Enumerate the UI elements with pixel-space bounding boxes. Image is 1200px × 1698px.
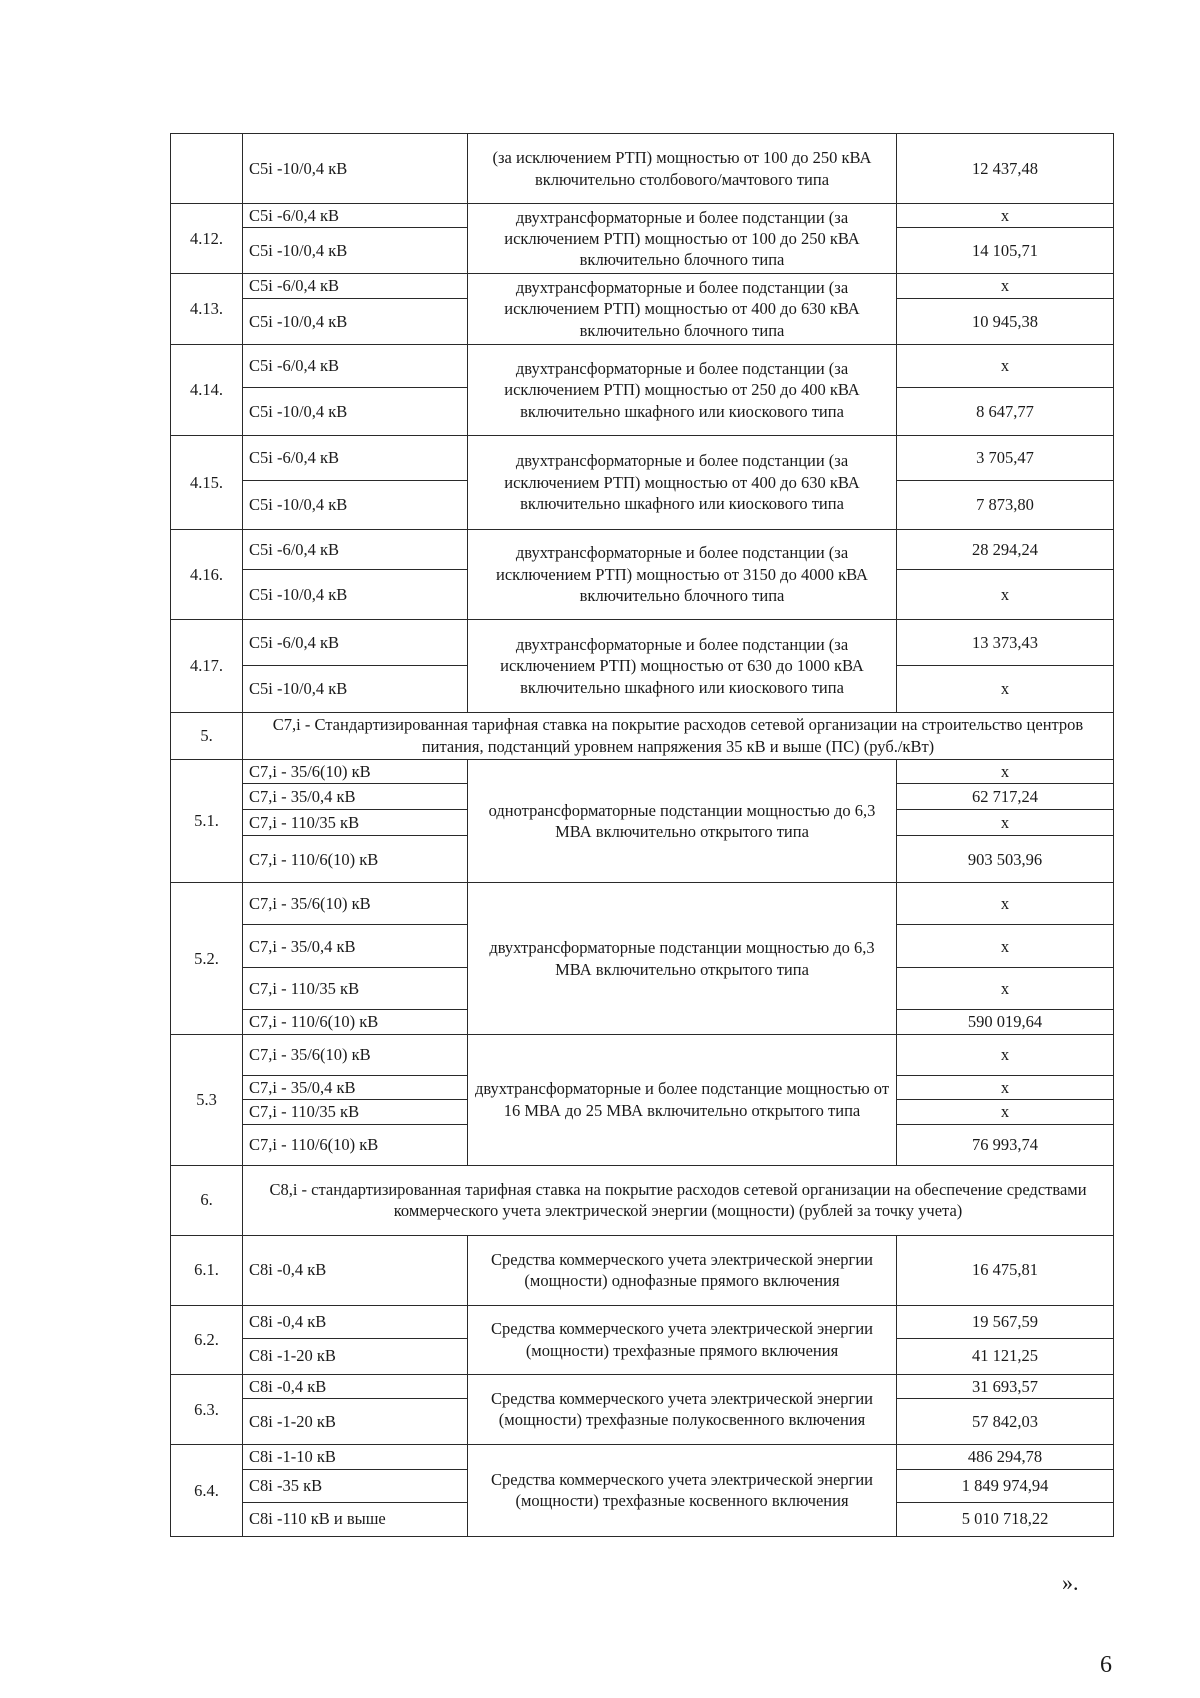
rate-code: С7,i - 110/35 кВ xyxy=(243,968,468,1010)
rate-code: C5i -6/0,4 кВ xyxy=(243,344,468,387)
rate-value: 10 945,38 xyxy=(897,298,1114,344)
item-number: 6.2. xyxy=(171,1305,243,1374)
item-description: двухтрансформаторные и более подстанцие мощностью от 16 МВА до 25 МВА включительно открытого типа xyxy=(468,1034,897,1165)
rate-code: С7,i - 35/6(10) кВ xyxy=(243,759,468,783)
rate-code: С7,i - 110/35 кВ xyxy=(243,1100,468,1124)
rate-value: x xyxy=(897,204,1114,228)
rate-value: x xyxy=(897,274,1114,298)
item-description: двухтрансформаторные и более подстанции (за исключением РТП) мощностью от 400 до 630 кВА включительно блочного типа xyxy=(468,274,897,344)
section-header-row xyxy=(171,712,1114,759)
item-description: двухтрансформаторные и более подстанции (за исключением РТП) мощностью от 100 до 250 кВА включительно блочного типа xyxy=(468,204,897,274)
rate-code: С8i -35 кВ xyxy=(243,1469,468,1502)
rate-value: 486 294,78 xyxy=(897,1445,1114,1469)
rate-value: x xyxy=(897,665,1114,712)
page-number: 6 xyxy=(1100,1652,1112,1678)
item-description: Средства коммерческого учета электрической энергии (мощности) трехфазные косвенного включения xyxy=(468,1445,897,1536)
rate-value: x xyxy=(897,883,1114,925)
rate-value: x xyxy=(897,810,1114,836)
item-number: 4.14. xyxy=(171,344,243,435)
tariff-row xyxy=(171,529,1114,569)
item-number: 6.1. xyxy=(171,1235,243,1305)
item-description: Средства коммерческого учета электрической энергии (мощности) трехфазные полукосвенного включения xyxy=(468,1374,897,1444)
tariff-row xyxy=(171,204,1114,228)
rate-code: С7,i - 35/0,4 кВ xyxy=(243,784,468,810)
item-number: 6.4. xyxy=(171,1445,243,1536)
item-number: 4.13. xyxy=(171,274,243,344)
rate-value: x xyxy=(897,759,1114,783)
rate-code: С8i -1-10 кВ xyxy=(243,1445,468,1469)
rate-code: С8i -0,4 кВ xyxy=(243,1374,468,1398)
item-description: двухтрансформаторные и более подстанции (за исключением РТП) мощностью от 3150 до 4000 кВА включительно блочного типа xyxy=(468,529,897,619)
rate-code: C5i -10/0,4 кВ xyxy=(243,569,468,619)
rate-value: 28 294,24 xyxy=(897,529,1114,569)
section-header-row xyxy=(171,1165,1114,1235)
rate-value: 12 437,48 xyxy=(897,134,1114,204)
item-description: Средства коммерческого учета электрической энергии (мощности) трехфазные прямого включения xyxy=(468,1305,897,1374)
rate-value: x xyxy=(897,1034,1114,1075)
rate-code: C5i -10/0,4 кВ xyxy=(243,228,468,274)
rate-code: C5i -6/0,4 кВ xyxy=(243,274,468,298)
rate-code: С7,i - 110/6(10) кВ xyxy=(243,1010,468,1034)
tariff-row xyxy=(171,1305,1114,1338)
rate-code: С7,i - 35/6(10) кВ xyxy=(243,883,468,925)
rate-value: x xyxy=(897,1100,1114,1124)
item-number: 6.3. xyxy=(171,1374,243,1444)
rate-value: 3 705,47 xyxy=(897,435,1114,480)
tariff-row xyxy=(171,435,1114,480)
rate-code: С7,i - 110/6(10) кВ xyxy=(243,836,468,883)
rate-value: 41 121,25 xyxy=(897,1338,1114,1374)
item-description: Средства коммерческого учета электрической энергии (мощности) однофазные прямого включения xyxy=(468,1235,897,1305)
rate-code: C5i -10/0,4 кВ xyxy=(243,665,468,712)
item-number: 5.2. xyxy=(171,883,243,1034)
rate-code: C5i -6/0,4 кВ xyxy=(243,435,468,480)
rate-value: 16 475,81 xyxy=(897,1235,1114,1305)
rate-value: 57 842,03 xyxy=(897,1399,1114,1445)
item-number: 4.16. xyxy=(171,529,243,619)
rate-value: 76 993,74 xyxy=(897,1124,1114,1165)
tariff-rates-table xyxy=(170,133,1114,1537)
rate-value: 31 693,57 xyxy=(897,1374,1114,1398)
item-number: 4.17. xyxy=(171,619,243,712)
tariff-row xyxy=(171,619,1114,665)
rate-value: x xyxy=(897,968,1114,1010)
tariff-table-body xyxy=(171,134,1114,1537)
rate-value: x xyxy=(897,1075,1114,1099)
rate-code: С8i -0,4 кВ xyxy=(243,1305,468,1338)
item-description: двухтрансформаторные и более подстанции (за исключением РТП) мощностью от 630 до 1000 кВА включительно шкафного или киоскового типа xyxy=(468,619,897,712)
item-description: двухтрансформаторные подстанции мощностью до 6,3 МВА включительно открытого типа xyxy=(468,883,897,1034)
rate-code: C5i -10/0,4 кВ xyxy=(243,298,468,344)
rate-value: 13 373,43 xyxy=(897,619,1114,665)
item-description: двухтрансформаторные и более подстанции (за исключением РТП) мощностью от 400 до 630 кВА включительно шкафного или киоскового типа xyxy=(468,435,897,529)
tariff-row xyxy=(171,1374,1114,1398)
rate-value: x xyxy=(897,344,1114,387)
rate-value: 8 647,77 xyxy=(897,387,1114,435)
item-number: 4.15. xyxy=(171,435,243,529)
closing-quote-mark: ». xyxy=(1062,1570,1079,1595)
item-number: 5.1. xyxy=(171,759,243,882)
tariff-row xyxy=(171,134,1114,204)
tariff-row xyxy=(171,1235,1114,1305)
rate-code: C5i -6/0,4 кВ xyxy=(243,619,468,665)
section-title: С8,i - стандартизированная тарифная ставка на покрытие расходов сетевой организации на обеспечение средствами коммерческого учета электрической энергии (мощности) (рублей за точку учета) xyxy=(243,1165,1114,1235)
tariff-row xyxy=(171,759,1114,783)
item-description: однотрансформаторные подстанции мощностью до 6,3 МВА включительно открытого типа xyxy=(468,759,897,882)
rate-value: 903 503,96 xyxy=(897,836,1114,883)
rate-code: С7,i - 35/0,4 кВ xyxy=(243,1075,468,1099)
section-title: С7,i - Стандартизированная тарифная ставка на покрытие расходов сетевой организации на строительство центров питания, подстанций уровнем напряжения 35 кВ и выше (ПС) (руб./кВт) xyxy=(243,712,1114,759)
rate-code: С7,i - 35/6(10) кВ xyxy=(243,1034,468,1075)
rate-code: C5i -10/0,4 кВ xyxy=(243,480,468,529)
item-number: 4.12. xyxy=(171,204,243,274)
section-number: 5. xyxy=(171,712,243,759)
tariff-row xyxy=(171,1445,1114,1469)
rate-value: x xyxy=(897,569,1114,619)
rate-value: 1 849 974,94 xyxy=(897,1469,1114,1502)
item-description: двухтрансформаторные и более подстанции (за исключением РТП) мощностью от 250 до 400 кВА включительно шкафного или киоскового типа xyxy=(468,344,897,435)
rate-code: C5i -6/0,4 кВ xyxy=(243,204,468,228)
item-description: (за исключением РТП) мощностью от 100 до 250 кВА включительно столбового/мачтового типа xyxy=(468,134,897,204)
tariff-row xyxy=(171,883,1114,925)
rate-code: С8i -1-20 кВ xyxy=(243,1399,468,1445)
rate-code: С7,i - 110/35 кВ xyxy=(243,810,468,836)
rate-value: 19 567,59 xyxy=(897,1305,1114,1338)
rate-value: 14 105,71 xyxy=(897,228,1114,274)
rate-value: x xyxy=(897,925,1114,968)
tariff-row xyxy=(171,1034,1114,1075)
rate-code: C5i -6/0,4 кВ xyxy=(243,529,468,569)
section-number: 6. xyxy=(171,1165,243,1235)
rate-code: С7,i - 110/6(10) кВ xyxy=(243,1124,468,1165)
rate-value: 5 010 718,22 xyxy=(897,1502,1114,1536)
rate-code: С7,i - 35/0,4 кВ xyxy=(243,925,468,968)
rate-code: С8i -110 кВ и выше xyxy=(243,1502,468,1536)
item-number xyxy=(171,134,243,204)
rate-code: C5i -10/0,4 кВ xyxy=(243,134,468,204)
rate-code: C5i -10/0,4 кВ xyxy=(243,387,468,435)
tariff-row xyxy=(171,274,1114,298)
rate-code: С8i -0,4 кВ xyxy=(243,1235,468,1305)
rate-value: 7 873,80 xyxy=(897,480,1114,529)
rate-value: 590 019,64 xyxy=(897,1010,1114,1034)
item-number: 5.3 xyxy=(171,1034,243,1165)
tariff-row xyxy=(171,344,1114,387)
rate-value: 62 717,24 xyxy=(897,784,1114,810)
rate-code: С8i -1-20 кВ xyxy=(243,1338,468,1374)
